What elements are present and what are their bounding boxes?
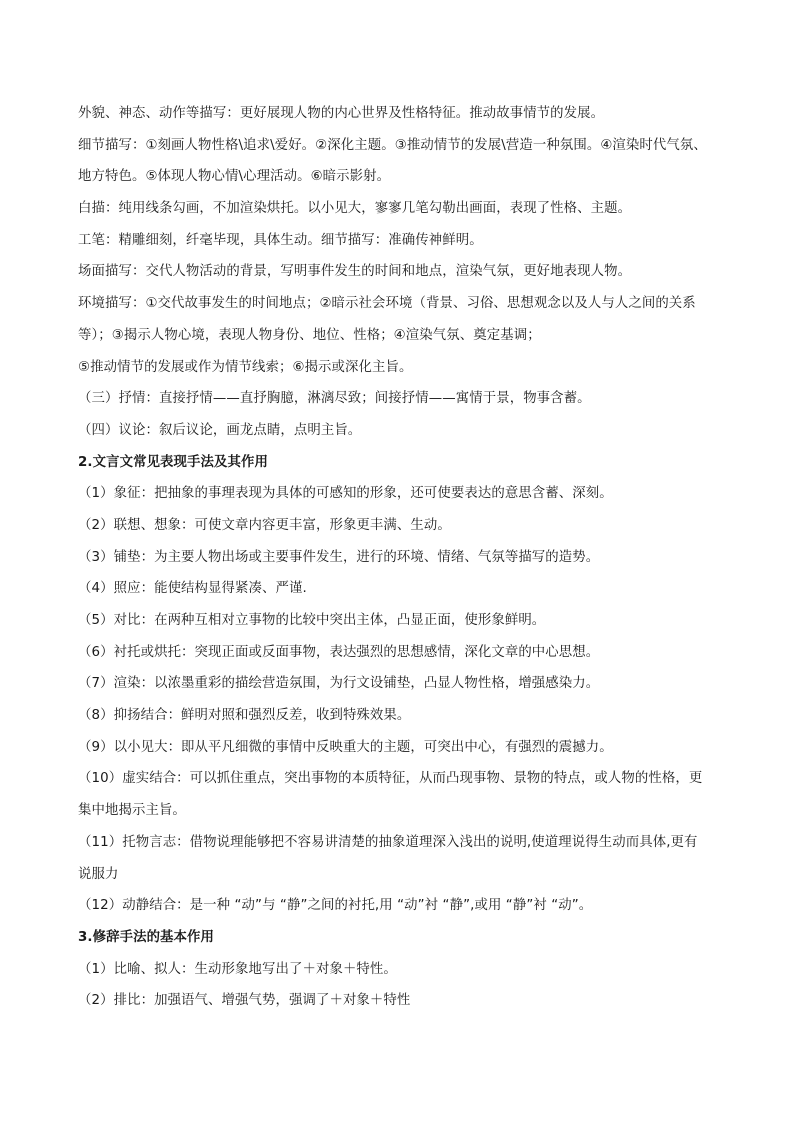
text-line: 工笔：精雕细刻，纤毫毕现，具体生动。细节描写：准确传神鲜明。 bbox=[78, 232, 483, 248]
list-item: （2）联想、想象：可使文章内容更丰富，形象更丰满、生动。 bbox=[78, 517, 451, 533]
list-item: （1）象征：把抽象的事理表现为具体的可感知的形象，还可使要表达的意思含蓄、深刻。 bbox=[78, 486, 613, 502]
section-heading: 2.文言文常见表现手法及其作用 bbox=[78, 454, 268, 470]
text-line: 白描：纯用线条勾画，不加渲染烘托。以小见大，寥寥几笔勾勒出画面，表现了性格、主题。 bbox=[78, 201, 632, 217]
list-item: （9）以小见大：即从平凡细微的事情中反映重大的主题，可突出中心，有强烈的震撼力。 bbox=[78, 739, 613, 755]
text-line: ⑤推动情节的发展或作为情节线索；⑥揭示或深化主旨。 bbox=[78, 359, 413, 375]
text-line: 细节描写：①刻画人物性格\追求\爱好。②深化主题。③推动情节的发展\营造一种氛围。④渲染时代气氛、 bbox=[78, 137, 707, 153]
list-item: （3）铺垫：为主要人物出场或主要事件发生，进行的环境、情绪、气氛等描写的造势。 bbox=[78, 549, 600, 565]
text-line: 等）；③揭示人物心境，表现人物身份、地位、性格；④渲染气氛、奠定基调； bbox=[78, 327, 541, 343]
list-item-continued: 集中地揭示主旨。 bbox=[78, 803, 186, 819]
text-line: 场面描写：交代人物活动的背景，写明事件发生的时间和地点，渲染气氛，更好地表现人物。 bbox=[78, 264, 632, 280]
section-heading: 3.修辞手法的基本作用 bbox=[78, 929, 215, 945]
list-item: （6）衬托或烘托：突现正面或反面事物，表达强烈的思想感情，深化文章的中心思想。 bbox=[78, 644, 600, 660]
list-item: （2）排比：加强语气、增强气势，强调了＋对象＋特性 bbox=[78, 993, 411, 1009]
text-line: 环境描写：①交代故事发生的时间地点；②暗示社会环境（背景、习俗、思想观念以及人与人之间的关系 bbox=[78, 296, 696, 312]
list-item: （8）抑扬结合：鲜明对照和强烈反差，收到特殊效果。 bbox=[78, 708, 411, 724]
list-item: （7）渲染：以浓墨重彩的描绘营造氛围，为行文设铺垫，凸显人物性格，增强感染力。 bbox=[78, 676, 600, 692]
list-item: （5）对比：在两种互相对立事物的比较中突出主体，凸显正面，使形象鲜明。 bbox=[78, 613, 546, 628]
text-line: 地方特色。⑤体现人物心情\心理活动。⑥暗示影射。 bbox=[78, 169, 391, 185]
list-item: （12）动静结合：是一种 “动”与 “静”之间的衬托,用 “动”衬 “静”,或用 “静”衬 “动”。 bbox=[78, 898, 593, 914]
text-line: （四）议论：叙后议论，画龙点睛，点明主旨。 bbox=[78, 422, 362, 438]
text-line: 外貌、神态、动作等描写：更好展现人物的内心世界及性格特征。推动故事情节的发展。 bbox=[78, 106, 605, 121]
list-item: （1）比喻、拟人：生动形象地写出了＋对象＋特性。 bbox=[78, 961, 397, 977]
list-item-continued: 说服力 bbox=[78, 866, 119, 882]
list-item: （11）托物言志：借物说理能够把不容易讲清楚的抽象道理深入浅出的说明,使道理说得生动而具体,更有 bbox=[78, 834, 698, 850]
document-body bbox=[78, 98, 726, 1017]
text-line: （三）抒情：直接抒情——直抒胸臆，淋漓尽致；间接抒情——寓情于景，物事含蓄。 bbox=[78, 391, 591, 407]
list-item: （4）照应：能使结构显得紧凑、严谨. bbox=[78, 581, 307, 597]
list-item: （10）虚实结合：可以抓住重点，突出事物的本质特征，从而凸现事物、景物的特点，或人物的性格，更 bbox=[78, 771, 703, 787]
